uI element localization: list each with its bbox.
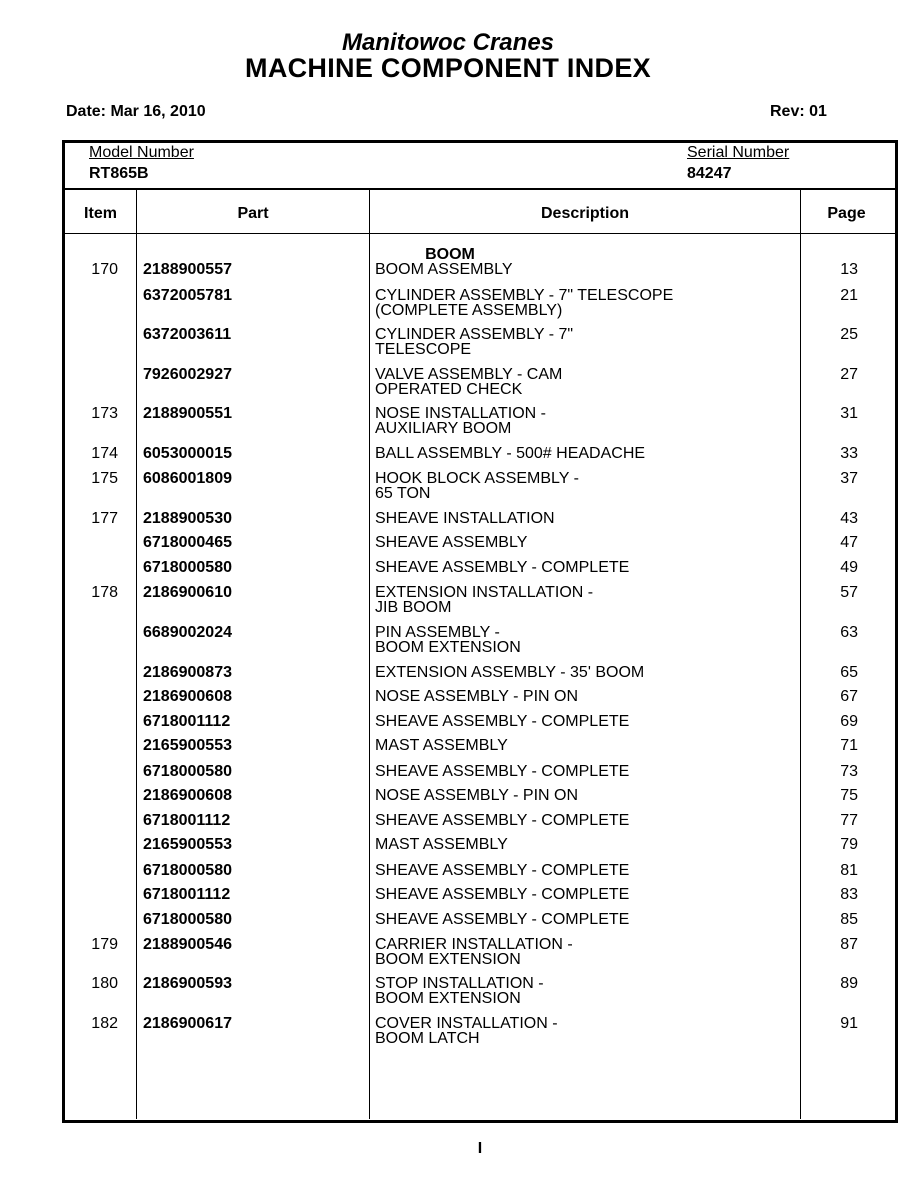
part-description: SHEAVE ASSEMBLY - COMPLETE <box>375 812 630 829</box>
serial-number-value: 84247 <box>687 165 732 182</box>
page-reference: 49 <box>840 559 858 576</box>
part-number: 6053000015 <box>143 445 232 462</box>
part-number: 2165900553 <box>143 836 232 853</box>
part-description: CYLINDER ASSEMBLY - 7" TELESCOPE <box>375 326 574 358</box>
document-date: Date: Mar 16, 2010 <box>66 103 206 120</box>
page-reference: 33 <box>840 445 858 462</box>
part-description: SHEAVE ASSEMBLY - COMPLETE <box>375 886 630 903</box>
part-description: PIN ASSEMBLY - BOOM EXTENSION <box>375 624 521 656</box>
part-number: 2188900557 <box>143 261 232 278</box>
part-number: 2186900873 <box>143 664 232 681</box>
part-description: NOSE ASSEMBLY - PIN ON <box>375 688 579 705</box>
part-number: 6718000580 <box>143 763 232 780</box>
part-description: VALVE ASSEMBLY - CAM OPERATED CHECK <box>375 366 563 398</box>
part-description: SHEAVE INSTALLATION <box>375 510 555 527</box>
part-description: BOOM ASSEMBLY <box>375 261 513 278</box>
page-reference: 71 <box>840 737 858 754</box>
part-description: CARRIER INSTALLATION - BOOM EXTENSION <box>375 936 573 968</box>
item-number: 180 <box>91 975 118 992</box>
page-reference: 85 <box>840 911 858 928</box>
item-number: 175 <box>91 470 118 487</box>
part-description: NOSE INSTALLATION - AUXILIARY BOOM <box>375 405 546 437</box>
page-reference: 31 <box>840 405 858 422</box>
part-number: 7926002927 <box>143 366 232 383</box>
part-number: 2188900530 <box>143 510 232 527</box>
part-number: 2186900608 <box>143 787 232 804</box>
info-divider <box>62 188 898 190</box>
model-number-value: RT865B <box>89 165 149 182</box>
page-reference: 63 <box>840 624 858 641</box>
page-reference: 81 <box>840 862 858 879</box>
item-number: 177 <box>91 510 118 527</box>
part-number: 6689002024 <box>143 624 232 641</box>
page-reference: 75 <box>840 787 858 804</box>
part-number: 2186900593 <box>143 975 232 992</box>
page-reference: 57 <box>840 584 858 601</box>
part-number: 6718000580 <box>143 911 232 928</box>
page-reference: 69 <box>840 713 858 730</box>
item-number: 179 <box>91 936 118 953</box>
page-number: I <box>477 1140 483 1157</box>
part-description: MAST ASSEMBLY <box>375 836 508 853</box>
page-reference: 47 <box>840 534 858 551</box>
page-reference: 79 <box>840 836 858 853</box>
part-number: 2186900617 <box>143 1015 232 1032</box>
part-number: 2186900610 <box>143 584 232 601</box>
part-number: 6718000580 <box>143 559 232 576</box>
part-description: SHEAVE ASSEMBLY - COMPLETE <box>375 713 630 730</box>
company-name: Manitowoc Cranes <box>341 29 555 56</box>
page-reference: 87 <box>840 936 858 953</box>
document-revision: Rev: 01 <box>770 103 827 120</box>
part-number: 6372005781 <box>143 287 232 304</box>
part-number: 6086001809 <box>143 470 232 487</box>
column-divider-part <box>369 190 370 1119</box>
item-number: 182 <box>91 1015 118 1032</box>
column-header-page: Page <box>827 205 866 222</box>
part-number: 6718000580 <box>143 862 232 879</box>
part-description: EXTENSION ASSEMBLY - 35' BOOM <box>375 664 645 681</box>
column-divider-description <box>800 190 801 1119</box>
page-reference: 65 <box>840 664 858 681</box>
page-reference: 89 <box>840 975 858 992</box>
header-divider <box>65 233 895 234</box>
serial-number-label: Serial Number <box>687 144 790 161</box>
model-number-label: Model Number <box>89 144 194 161</box>
column-header-description: Description <box>540 205 629 222</box>
part-number: 2188900551 <box>143 405 232 422</box>
page-reference: 25 <box>840 326 858 343</box>
page-reference: 43 <box>840 510 858 527</box>
part-description: SHEAVE ASSEMBLY - COMPLETE <box>375 911 630 928</box>
part-number: 2186900608 <box>143 688 232 705</box>
part-description: BALL ASSEMBLY - 500# HEADACHE <box>375 445 646 462</box>
part-description: SHEAVE ASSEMBLY - COMPLETE <box>375 862 630 879</box>
page-reference: 21 <box>840 287 858 304</box>
item-number: 178 <box>91 584 118 601</box>
part-description: SHEAVE ASSEMBLY - COMPLETE <box>375 559 630 576</box>
part-description: COVER INSTALLATION - BOOM LATCH <box>375 1015 558 1047</box>
page-reference: 77 <box>840 812 858 829</box>
part-description: SHEAVE ASSEMBLY - COMPLETE <box>375 763 630 780</box>
part-number: 2188900546 <box>143 936 232 953</box>
part-description: SHEAVE ASSEMBLY <box>375 534 528 551</box>
part-description: NOSE ASSEMBLY - PIN ON <box>375 787 579 804</box>
column-divider-item <box>136 190 137 1119</box>
column-header-item: Item <box>84 205 117 222</box>
part-description: CYLINDER ASSEMBLY - 7" TELESCOPE (COMPLETE ASSEMBLY) <box>375 287 674 319</box>
part-number: 6718001112 <box>143 713 231 730</box>
page-reference: 73 <box>840 763 858 780</box>
page-reference: 67 <box>840 688 858 705</box>
part-number: 6718000465 <box>143 534 232 551</box>
part-number: 6372003611 <box>143 326 232 343</box>
item-number: 170 <box>91 261 118 278</box>
document-title: MACHINE COMPONENT INDEX <box>245 53 651 83</box>
page-reference: 27 <box>840 366 858 383</box>
page-reference: 83 <box>840 886 858 903</box>
item-number: 173 <box>91 405 118 422</box>
part-description: MAST ASSEMBLY <box>375 737 508 754</box>
part-description: HOOK BLOCK ASSEMBLY - 65 TON <box>375 470 579 502</box>
page-reference: 13 <box>840 261 858 278</box>
part-number: 6718001112 <box>143 886 231 903</box>
section-title: BOOM <box>425 246 475 263</box>
part-number: 6718001112 <box>143 812 231 829</box>
column-header-part: Part <box>237 205 269 222</box>
item-number: 174 <box>91 445 118 462</box>
page-reference: 37 <box>840 470 858 487</box>
page-reference: 91 <box>840 1015 858 1032</box>
part-number: 2165900553 <box>143 737 232 754</box>
part-description: EXTENSION INSTALLATION - JIB BOOM <box>375 584 594 616</box>
part-description: STOP INSTALLATION - BOOM EXTENSION <box>375 975 544 1007</box>
